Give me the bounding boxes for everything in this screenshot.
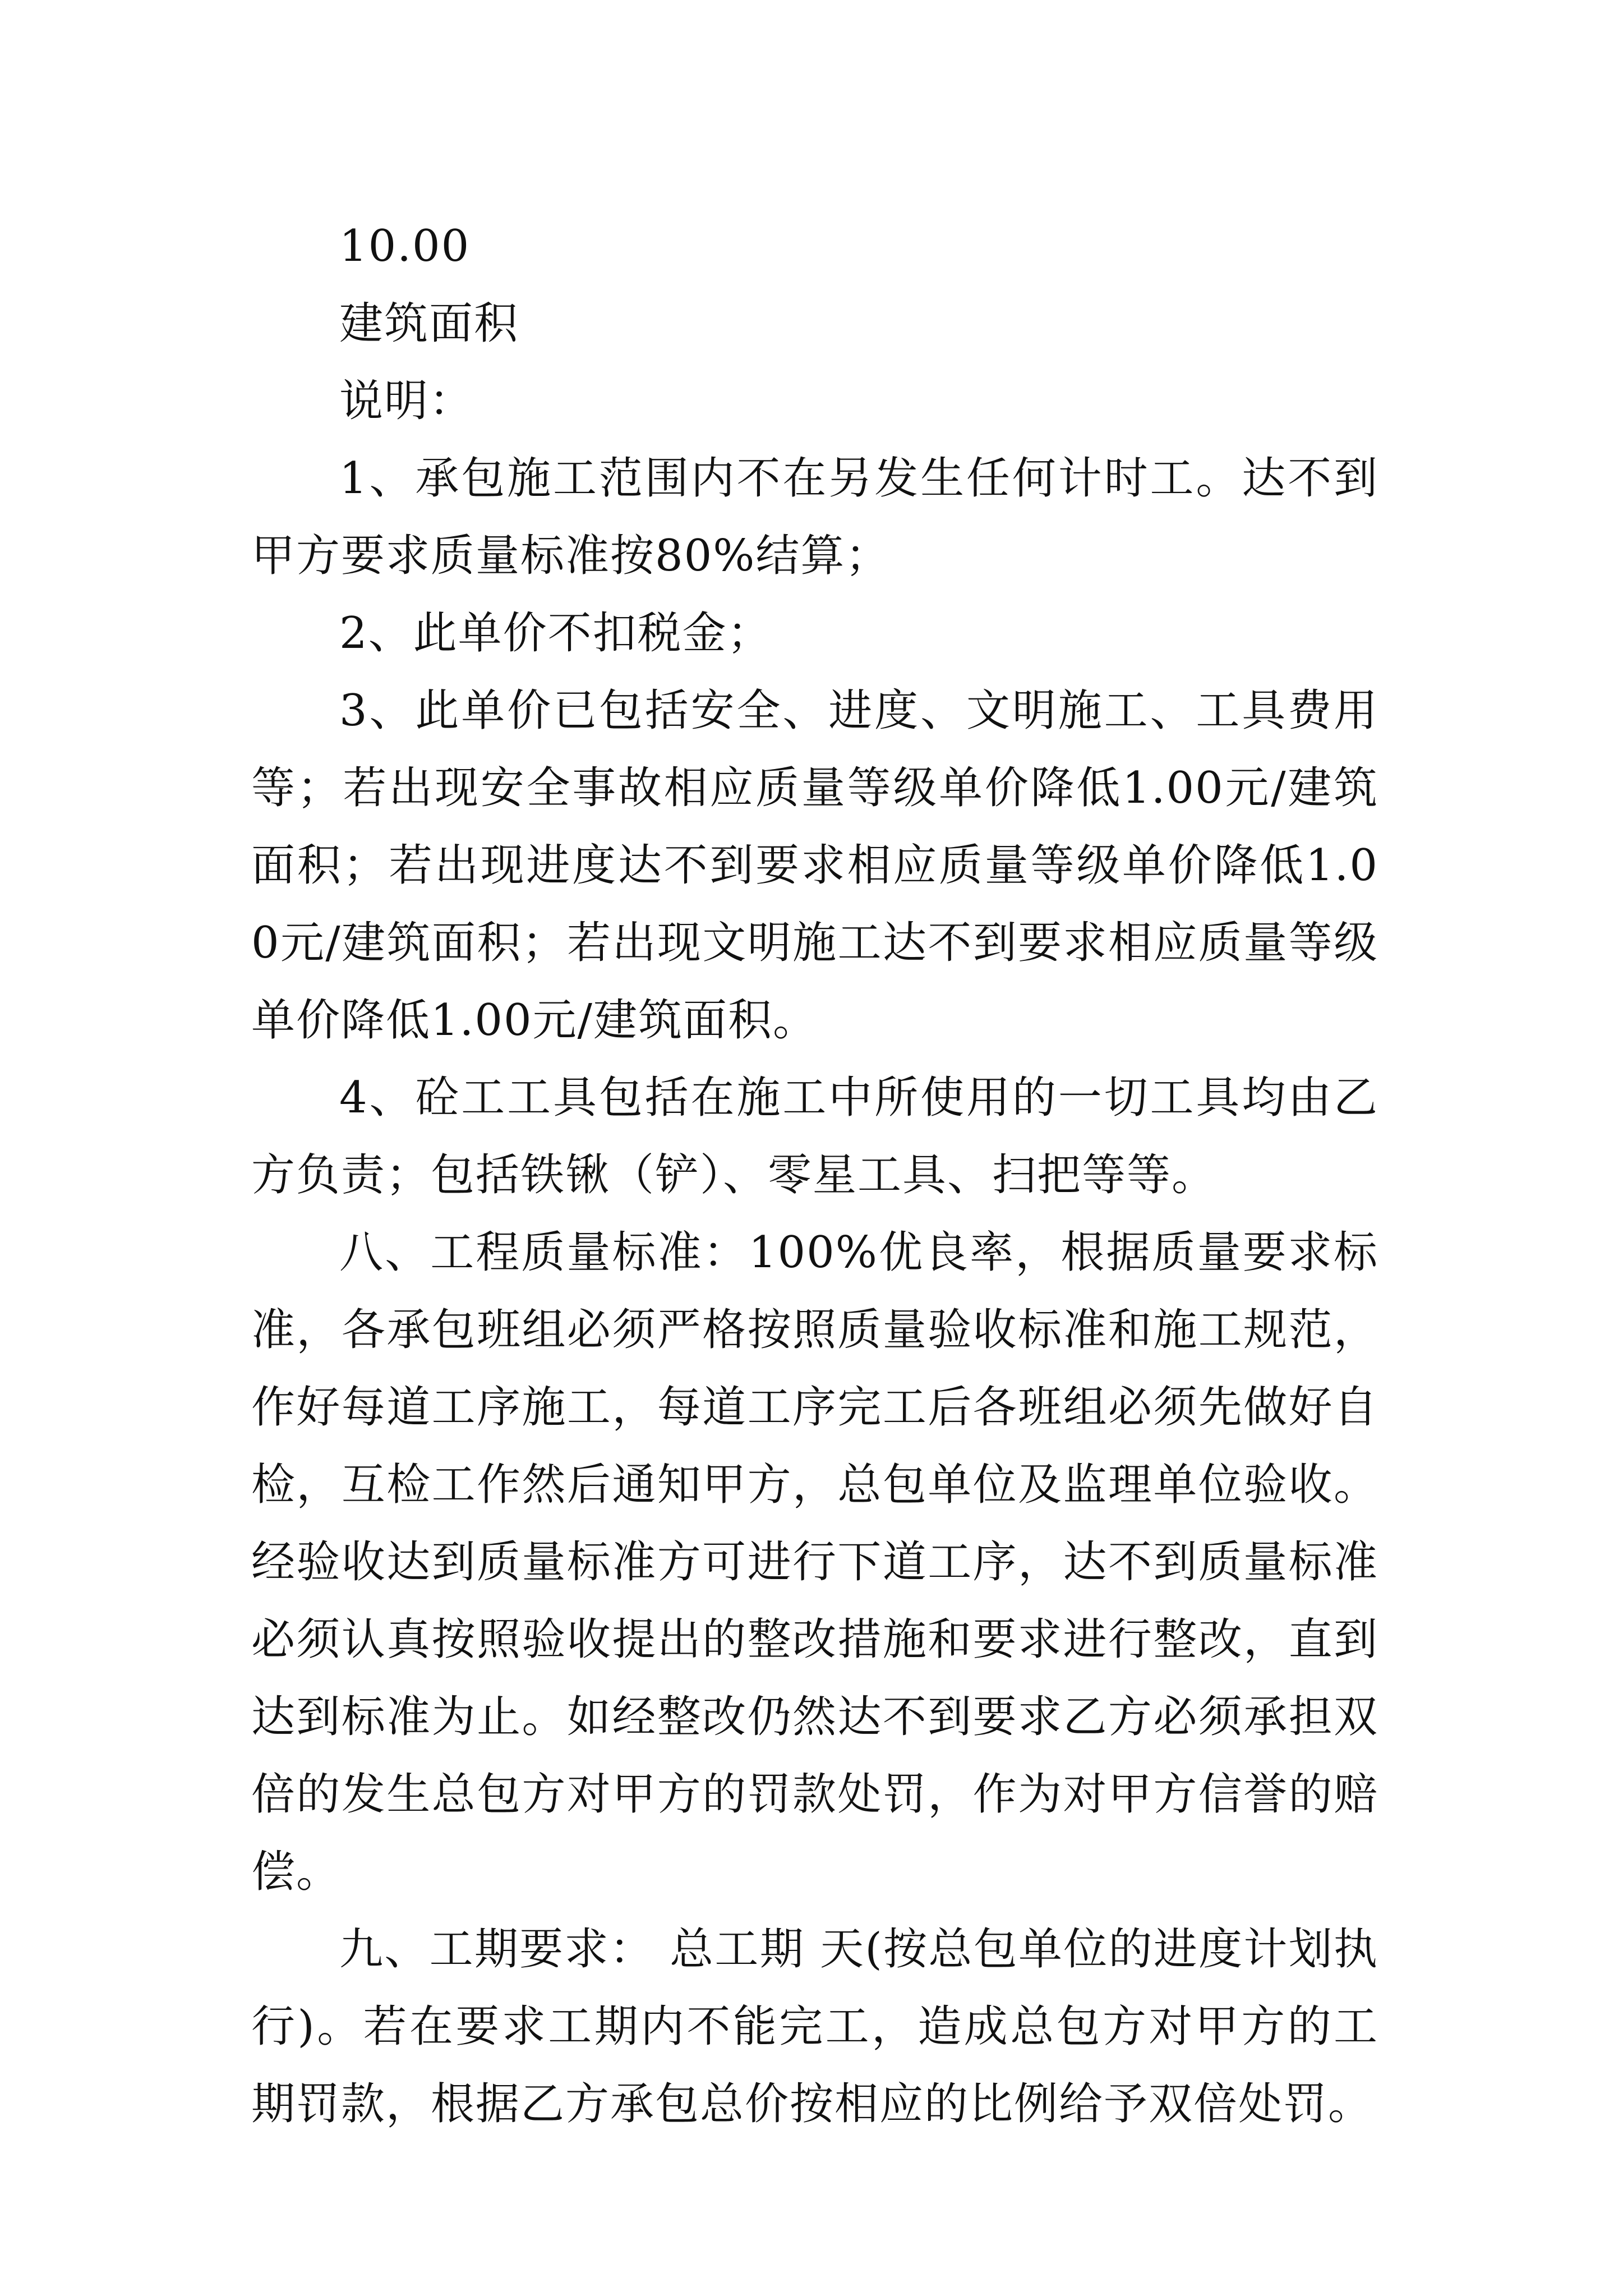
note-item-2: 2、此单价不扣税金； — [339, 608, 772, 659]
amount-line: 10.00 — [339, 221, 471, 272]
note-item-1: 1、承包施工范围内不在另发生任何计时工。达不到甲方要求质量标准按80%结算； — [251, 453, 1378, 581]
document-body — [251, 208, 1378, 2143]
section-quality-standard: 八、工程质量标准：100%优良率，根据质量要求标准，各承包班组必须严格按照质量验收标准和施工规范，作好每道工序施工，每道工序完工后各班组必须先做好自检，互检工作然后通知甲方，总包单位及监理单位验收。经验收达到质量标准方可进行下道工序，达不到质量标准必须认真按照验收提出的整改措施和要求进行整改，直到达到标准为止。如经整改仍然达不到要求乙方必须承担双倍的发生总包方对甲方的罚款处罚，作为对甲方信誉的赔偿。 — [251, 1227, 1378, 1897]
section-schedule-requirement: 九、工期要求： 总工期 天(按总包单位的进度计划执行)。若在要求工期内不能完工，造成总包方对甲方的工期罚款，根据乙方承包总价按相应的比例给予双倍处罚。 — [251, 1924, 1378, 2129]
note-item-4: 4、砼工工具包括在施工中所使用的一切工具均由乙方负责；包括铁锹（铲）、零星工具、扫把等等。 — [251, 1073, 1378, 1200]
unit-line: 建筑面积 — [339, 298, 519, 349]
notes-heading: 说明： — [339, 376, 474, 426]
note-item-3: 3、此单价已包括安全、进度、文明施工、工具费用等；若出现安全事故相应质量等级单价降低1.00元/建筑面积；若出现进度达不到要求相应质量等级单价降低1.00元/建筑面积；若出现文明施工达不到要求相应质量等级单价降低1.00元/建筑面积。 — [251, 685, 1378, 1046]
